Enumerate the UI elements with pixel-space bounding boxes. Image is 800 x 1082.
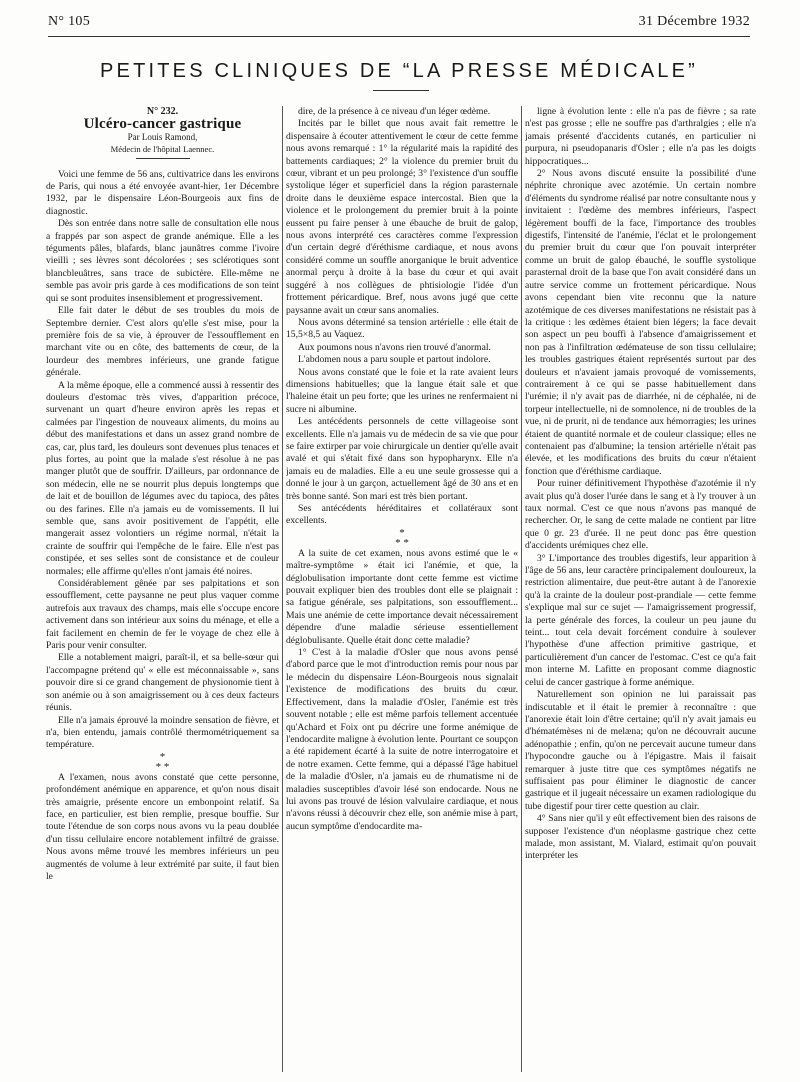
- article-number: N° 232.: [146, 106, 179, 117]
- header-rule: [48, 36, 750, 37]
- author-affiliation: Médecin de l'hôpital Laennec.: [110, 144, 215, 155]
- paragraph: ligne à évolution lente : elle n'a pas de fièvre ; sa rate n'est pas grosse ; elle ne souffre pas d'arthralgies ; elle n'a jamais présenté d'accidents cutanés, en particulier ni purpura, ni pseudopanaris d'Osler ; elle n'a pas les doigts hippocratiques...: [525, 106, 756, 167]
- masthead-rule: [373, 90, 429, 91]
- paragraph: Elle a notablement maigri, paraît-il, et sa belle-sœur qui l'accompagne prétend qu' « elle est méconnaissable », sans pouvoir dire si ce grand changement de physionomie tient à son anémie ou à son amaigrissement ou à ces deux facteurs réunis.: [46, 652, 279, 714]
- paragraph: Aux poumons nous n'avons rien trouvé d'anormal.: [298, 341, 491, 353]
- paragraph: Voici une femme de 56 ans, cultivatrice dans les environs de Paris, qui nous a été envoyée avant-hier, 1er Décembre 1932, par le dispensaire Léon-Bourgeois aux fins de diagnostic.: [46, 168, 279, 217]
- title-rule: [136, 158, 190, 159]
- column-1-text: [46, 169, 279, 884]
- paragraph: 1° C'est à la maladie d'Osler que nous avons pensé d'abord parce que le mot d'introduction remis pour nous par le médecin du dispensaire Léon-Bourgeois nous signalait l'existence de modifications des bruits du cœur. Effectivement, dans la maladie d'Osler, l'anémie est très souvent notable ; elle est même parfois tellement accentuée qu'Achard et Foix ont pu décrire une forme anémique de l'endocardite maligne à évolution lente. Pourtant ce soupçon a été rapidement écarté à la suite de notre interrogatoire et de notre examen. Cette femme, qui a dépassé l'âge habituel de la maladie d'Osler, n'a jamais eu de rhumatisme ni de maladies susceptibles d'avoir lésé son endocarde. Nous ne lui avons pas trouvé de lésion valvulaire cardiaque, et nous n'avons réussi à découvrir chez elle, son anémie mise à part, aucun symptôme d'endocardite ma-: [286, 647, 518, 832]
- paragraph: Elle n'a jamais éprouvé la moindre sensation de fièvre, et n'a, bien entendu, jamais contrôlé thermométriquement sa température.: [46, 714, 279, 751]
- paragraph: L'abdomen nous a paru souple et partout indolore.: [298, 354, 491, 366]
- paragraph: Pour ruiner définitivement l'hypothèse d'azotémie il n'y avait plus qu'à doser l'urée dans le sang et à l'y trouver à un taux normal. C'est ce que nous n'avons pas manqué de rechercher. Or, le sang de cette malade ne contient par litre que 0 gr. 23 d'urée. Il ne peut donc pas être question d'accidents urémiques chez elle.: [525, 478, 756, 552]
- issue-date: 31 Décembre 1932: [638, 14, 750, 29]
- paragraph: A la même époque, elle a commencé aussi à ressentir des douleurs d'estomac très vives, d'apparition précoce, survenant un quart d'heure environ après les repas et calmées par l'ingestion de nouveaux aliments, du moins au début des manifestations et dans un assez grand nombre de cas, car, plus tard, les douleurs sont devenues plus tenaces et plus fortes, au point que la malade s'est résolue à ne pas manger plutôt que de souffrir. D'ailleurs, par ordonnance de son médecin, elle ne se nourrit plus depuis longtemps que de lait et de bouillon de légumes avec du tapioca, des pâtes ou des farines. Elle n'a jamais eu de vomissements. Il lui semble que, sans avoir positivement de l'appétit, elle mangerait assez volontiers un régime normal, n'était la crainte de souffrir qui l'empêche de le faire. Elle n'est pas constipée, et ses selles sont de consistance et de couleur normales; elle affirme qu'elles n'ont jamais été noires.: [46, 379, 279, 577]
- paragraph: Nous avons déterminé sa tension artérielle : elle était de 15,5×8,5 au Vaquez.: [286, 316, 518, 341]
- paragraph: 2° Nous avons discuté ensuite la possibilité d'une néphrite chronique avec azotémie. Un certain nombre d'éléments du syndrome réalisé par notre consultante nous y invitaient : l'œdème des membres inférieurs, l'aspect légèrement bouffi de la face, l'importance des troubles digestifs, l'intensité de l'anémie, l'éclat et le prolongement du premier bruit du cœur que l'on pouvait interpréter comme un bruit de galop ébauché, le souffle systolique parasternal droit de la base que l'on avait considéré dans un autre service comme un frottement péricardique. Nous avons cependant bien vite reconnu que la nature azotémique de ces diverses manifestations ne résistait pas à la critique : les œdèmes étaient bien légers; la face devait son aspect un peu bouffi à l'absence d'amaigrissement et non pas à l'infiltration œdémateuse de son tissu cellulaire; les troubles gastriques étaient représentés surtout par des douleurs et n'avaient jamais provoqué de vomissements, contrairement à ce qui se passe habituellement dans l'urémie; il n'y avait pas de diarrhée, ni de céphalée, ni de torpeur intellectuelle, ni de somnolence, ni de troubles de la vue, ni de prurit, ni de tendance aux hémorragies; les urines étaient de quantité normale et de couleur classique; elles ne contenaient pas d'albumine; la tension artérielle n'était pas élevée, et les modifications des bruits du cœur n'étaient fonction que d'éréthisme cardiaque.: [525, 168, 756, 477]
- column-1: [46, 106, 279, 1072]
- section-stars: * * *: [395, 526, 409, 549]
- column-2: [286, 106, 518, 1072]
- paragraph: Considérablement gênée par ses palpitations et son essoufflement, cette paysanne ne peut plus vaquer comme autrefois aux travaux des champs, mais elle s'occupe encore activement dans son intérieur aux soins du ménage, et elle a fait facilement en chemin de fer le voyage de chez elle à Paris pour venir consulter.: [46, 578, 279, 652]
- section-stars: * * *: [155, 750, 170, 773]
- paragraph: dire, de la présence à ce niveau d'un léger œdème.: [298, 106, 491, 117]
- paragraph: 3° L'importance des troubles digestifs, leur apparition à l'âge de 56 ans, leur caractère principalement douloureux, la restriction alimentaire, due peut-être autant à de l'anorexie qu'à la crainte de la douleur post-prandiale — cette femme s'explique mal sur ce sujet — l'amaigrissement progressif, la perte générale des forces, la couleur un peu jaune du teint... tout cela devait forcément conduire à soulever l'hypothèse d'une affection primitive gastrique, et particulièrement d'un cancer de l'estomac. C'est ce qu'a fait mon interne M. Lafitte en proposant comme diagnostic celui de cancer gastrique à forme anémique.: [525, 552, 756, 688]
- masthead-title: PETITES CLINIQUES DE “LA PRESSE MÉDICALE”: [100, 60, 698, 82]
- paragraph: Les antécédents personnels de cette villageoise sont excellents. Elle n'a jamais vu de médecin de sa vie que pour se faire extirper par voie chirurgicale un dentier qu'elle avait avalé et qui s'était fixé dans son hypopharynx. Elle n'a jamais eu de maladies. Elle a eu une seule grossesse qui a donné le jour à un garçon, actuellement âgé de 30 ans et en très bonne santé. Son mari est très bien portant.: [286, 416, 518, 502]
- paragraph: Nous avons constaté que le foie et la rate avaient leurs dimensions habituelles; que la langue était sale et que l'haleine était un peu forte; que les urines ne renfermaient ni sucre ni albumine.: [286, 366, 518, 415]
- paragraph: 4° Sans nier qu'il y eût effectivement bien des raisons de supposer l'existence d'un néoplasme gastrique chez cette malade, mon assistant, M. Vialard, estimait qu'on pouvait interpréter les: [525, 813, 756, 862]
- column-3: [525, 106, 756, 1072]
- page-header: [48, 14, 750, 30]
- paragraph: A la suite de cet examen, nous avons estimé que le « maître-symptôme » était ici l'anémie, et que, la déglobulisation importante dont cette femme est victime pouvait expliquer bien des troubles dont elle se plaignait : sa fatigue générale, ses palpitations, son essoufflement... Mais une anémie de cette importance devait nécessairement dépendre d'une maladie sérieuse essentiellement déglobulisante. Quelle était donc cette maladie?: [286, 547, 518, 646]
- paragraph: Naturellement son opinion ne lui paraissait pas indiscutable et il était le premier à reconnaître : que l'anorexie était loin d'être certaine; qu'il n'y avait jamais eu d'hématémèses ni de melæna; qu'on ne découvrait aucune adénopathie ; enfin, qu'on ne percevait aucune tumeur dans l'hypocondre gauche ou à l'épigastre. Mais il faisait remarquer à juste titre que ces symptômes négatifs ne suffisaient pas pour éliminer le diagnostic de cancer gastrique et il jugeait nécessaire un examen radiologique du tube digestif pour tirer cette question au clair.: [525, 689, 756, 812]
- article-author: Par Louis Ramond,: [127, 131, 198, 142]
- article-body: [46, 106, 756, 1072]
- paragraph: Incités par le billet que nous avait fait remettre le dispensaire à écouter attentivement le cœur de cette femme nous avons remarqué : 1° la régularité mais la rapidité des battements cardiaques; 2° la violence du premier bruit du cœur, vibrant et un peu prolongé; 3° l'existence d'un souffle systolique léger et superficiel dans la région parasternale droite dans le deuxième espace intercostal. Bien que la violence et le prolongement du premier bruit à la pointe eussent pu faire penser à une ébauche de bruit de galop, nous avons interprété ces caractères comme l'expression d'un certain degré d'éréthisme cardiaque, et nous avons considéré comme un souffle anorganique le bruit adventice anormal perçu à droite à la base du cœur et qui avait suggéré à nos collègues de phtisiologie l'idée d'un frottement péricardique. Bref, nous avons jugé que cette paysanne avait un cœur sans anomalies.: [286, 118, 518, 316]
- column-3-text: [525, 106, 756, 863]
- column-2-text: [286, 106, 518, 833]
- paragraph: Dès son entrée dans notre salle de consultation elle nous a frappés par son aspect de grande anémique. Elle a les téguments pâles, blafards, blanc jaunâtres comme l'ivoire vieilli ; ses lèvres sont décolorées ; ses sclérotiques sont blancbleuâtres, sans trace de subictère. Elle-même ne semble pas avoir pris garde à ces modifications de son teint qui se sont produites insensiblement et progressivement.: [46, 218, 279, 304]
- article-title: Ulcéro-cancer gastrique: [83, 116, 242, 133]
- paragraph: Elle fait dater le début de ses troubles du mois de Septembre dernier. C'est alors qu'elle s'est mise, pour la première fois de sa vie, à éprouver de l'essoufflement en marchant vite ou en côte, des battements de cœur, de la lourdeur des membres inférieurs, une grande fatigue générale.: [46, 305, 279, 379]
- paragraph: A l'examen, nous avons constaté que cette personne, profondément anémique en apparence, et qu'on nous disait très amaigrie, présente encore un embonpoint relatif. Sa face, en particulier, est bien remplie, presque bouffie. Sur toute l'étendue de son corps nous avons vu la peau doublée d'un tissu cellulaire encore notablement infiltré de graisse. Nous avons même trouvé les membres inférieurs un peu augmentés de volume à leur extrémité par suite, il faut bien le: [46, 771, 279, 882]
- issue-number: N° 105: [48, 14, 91, 29]
- paragraph: Ses antécédents héréditaires et collatéraux sont excellents.: [286, 503, 518, 527]
